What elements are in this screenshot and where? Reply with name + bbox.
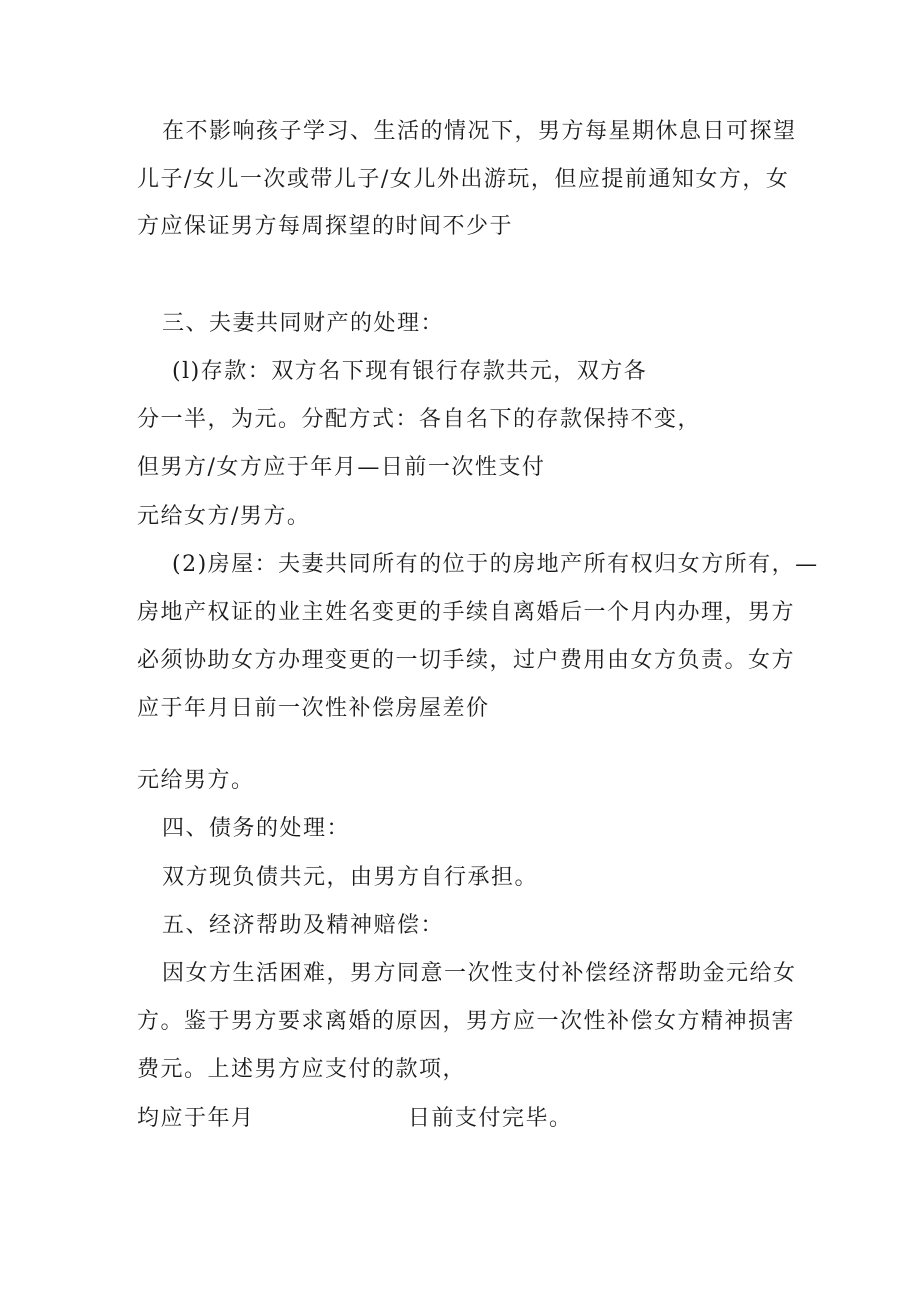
paragraph-line: 必须协助女方办理变更的一切手续，过户费用由女方负责。女方 xyxy=(137,648,796,673)
section-heading: 三、夫妻共同财产的处理： xyxy=(162,311,445,336)
section-heading: 五、经济帮助及精神赔偿： xyxy=(162,913,445,938)
paragraph-line: 方应保证男方每周探望的时间不少于 xyxy=(137,214,514,239)
paragraph-line: 房地产权证的业主姓名变更的手续自离婚后一个月内办理，男方 xyxy=(137,600,796,625)
paragraph-line: 分一半，为元。分配方式：各自名下的存款保持不变， xyxy=(137,407,702,432)
paragraph-line: 因女方生活困难，男方同意一次性支付补偿经济帮助金元给女 xyxy=(162,961,797,986)
paragraph-line: 方。鉴于男方要求离婚的原因，男方应一次性补偿女方精神损害 xyxy=(137,1009,796,1034)
paragraph-line: 日前支付完毕。 xyxy=(408,1106,573,1131)
paragraph-line: 在不影响孩子学习、生活的情况下，男方每星期休息日可探望 xyxy=(162,119,797,144)
section-heading: 四、债务的处理： xyxy=(162,816,351,841)
paragraph-line: 应于年月日前一次性补偿房屋差价 xyxy=(137,696,490,721)
paragraph-line: 双方现负债共元，由男方自行承担。 xyxy=(162,865,539,890)
paragraph-line: (l)存款：双方名下现有银行存款共元，双方各 xyxy=(172,359,648,384)
paragraph-line: 儿子/女儿一次或带儿子/女儿外出游玩，但应提前通知女方，女 xyxy=(137,167,790,192)
paragraph-line: 元给女方/男方。 xyxy=(137,504,311,529)
paragraph-line: 费元。上述男方应支付的款项， xyxy=(137,1057,467,1082)
paragraph-line: 但男方/女方应于年月—日前一次性支付 xyxy=(137,455,546,480)
paragraph-line: 均应于年月 xyxy=(137,1106,255,1131)
paragraph-line: (2)房屋：夫妻共同所有的位于的房地产所有权归女方所有，— xyxy=(172,552,819,577)
paragraph-line: 元给男方。 xyxy=(137,768,255,793)
